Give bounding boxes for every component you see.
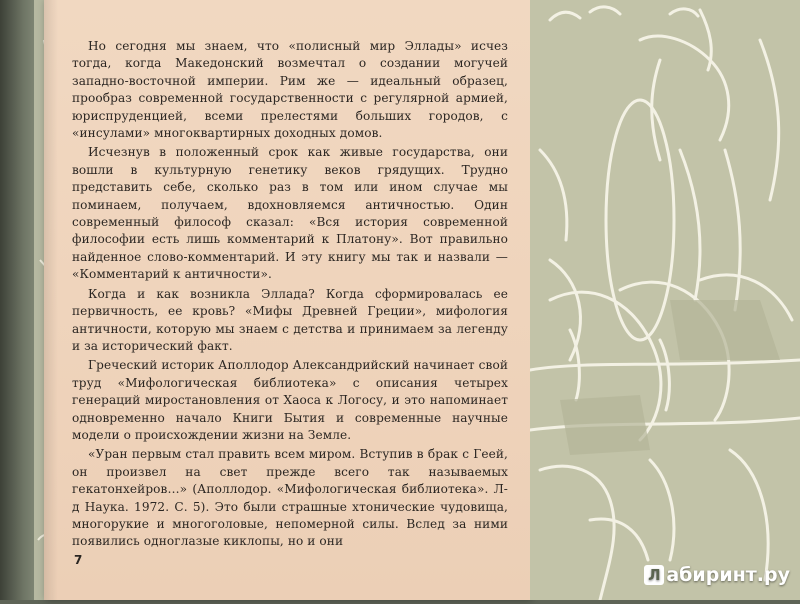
- right-illustration-page: [530, 0, 800, 600]
- page-body-text: [72, 38, 508, 553]
- paragraph: Исчезнув в положенный срок как живые государства, они вошли в культурную генетику веков грядущих. Трудно представить себе, сколько раз в том или ином случае мы поминаем, получаем, вдохновляемся античностью. Один современный философ сказал: «Вся история современной философии есть лишь комментарий к Платону». Вот правильно найденное слово-комментарий. И эту книгу мы так и назвали — «Комментарий к античности».: [72, 145, 508, 282]
- paragraph: Когда и как возникла Эллада? Когда сформировалась ее первичность, ее кровь? «Мифы Древней Греции», мифология античности, которую мы знаем с детства и принимаем за легенду и за исторический факт.: [72, 286, 508, 353]
- page-number: 7: [74, 553, 83, 567]
- watermark-text: абиринт.ру: [666, 564, 790, 586]
- labirint-logo-icon: Л: [644, 565, 664, 585]
- paragraph: «Уран первым стал править всем миром. Вступив в брак с Геей, он произвел на свет прежде всего так называемых гекатонхейров…» (Аполлодор. «Мифологическая библиотека». Л-д Наука. 1972. С. 5). Это были страшные хтонические чудовища, многорукие и многоголовые, непомерной силы. Вслед за ними появились одноглазые киклопы, но и они: [72, 447, 508, 549]
- greek-vase-illustration: [530, 0, 800, 600]
- paragraph: Греческий историк Аполлодор Александрийский начинает свой труд «Мифологическая библиотека» с описания четырех генераций миростановления от Хаоса к Логосу, и это напоминает одновременно начало Книги Бытия и современные научные модели о происхождении жизни на Земле.: [72, 358, 508, 442]
- labirint-watermark: [644, 564, 790, 586]
- paragraph: Но сегодня мы знаем, что «полисный мир Эллады» исчез тогда, когда Македонский возмечтал о создании могучей западно-восточной империи. Рим же — идеальный образец, прообраз современной государственности с регулярной армией, юриспруденцией, всеми прелестями больших городов, с «инсулами» многоквартирных доходных домов.: [72, 39, 508, 141]
